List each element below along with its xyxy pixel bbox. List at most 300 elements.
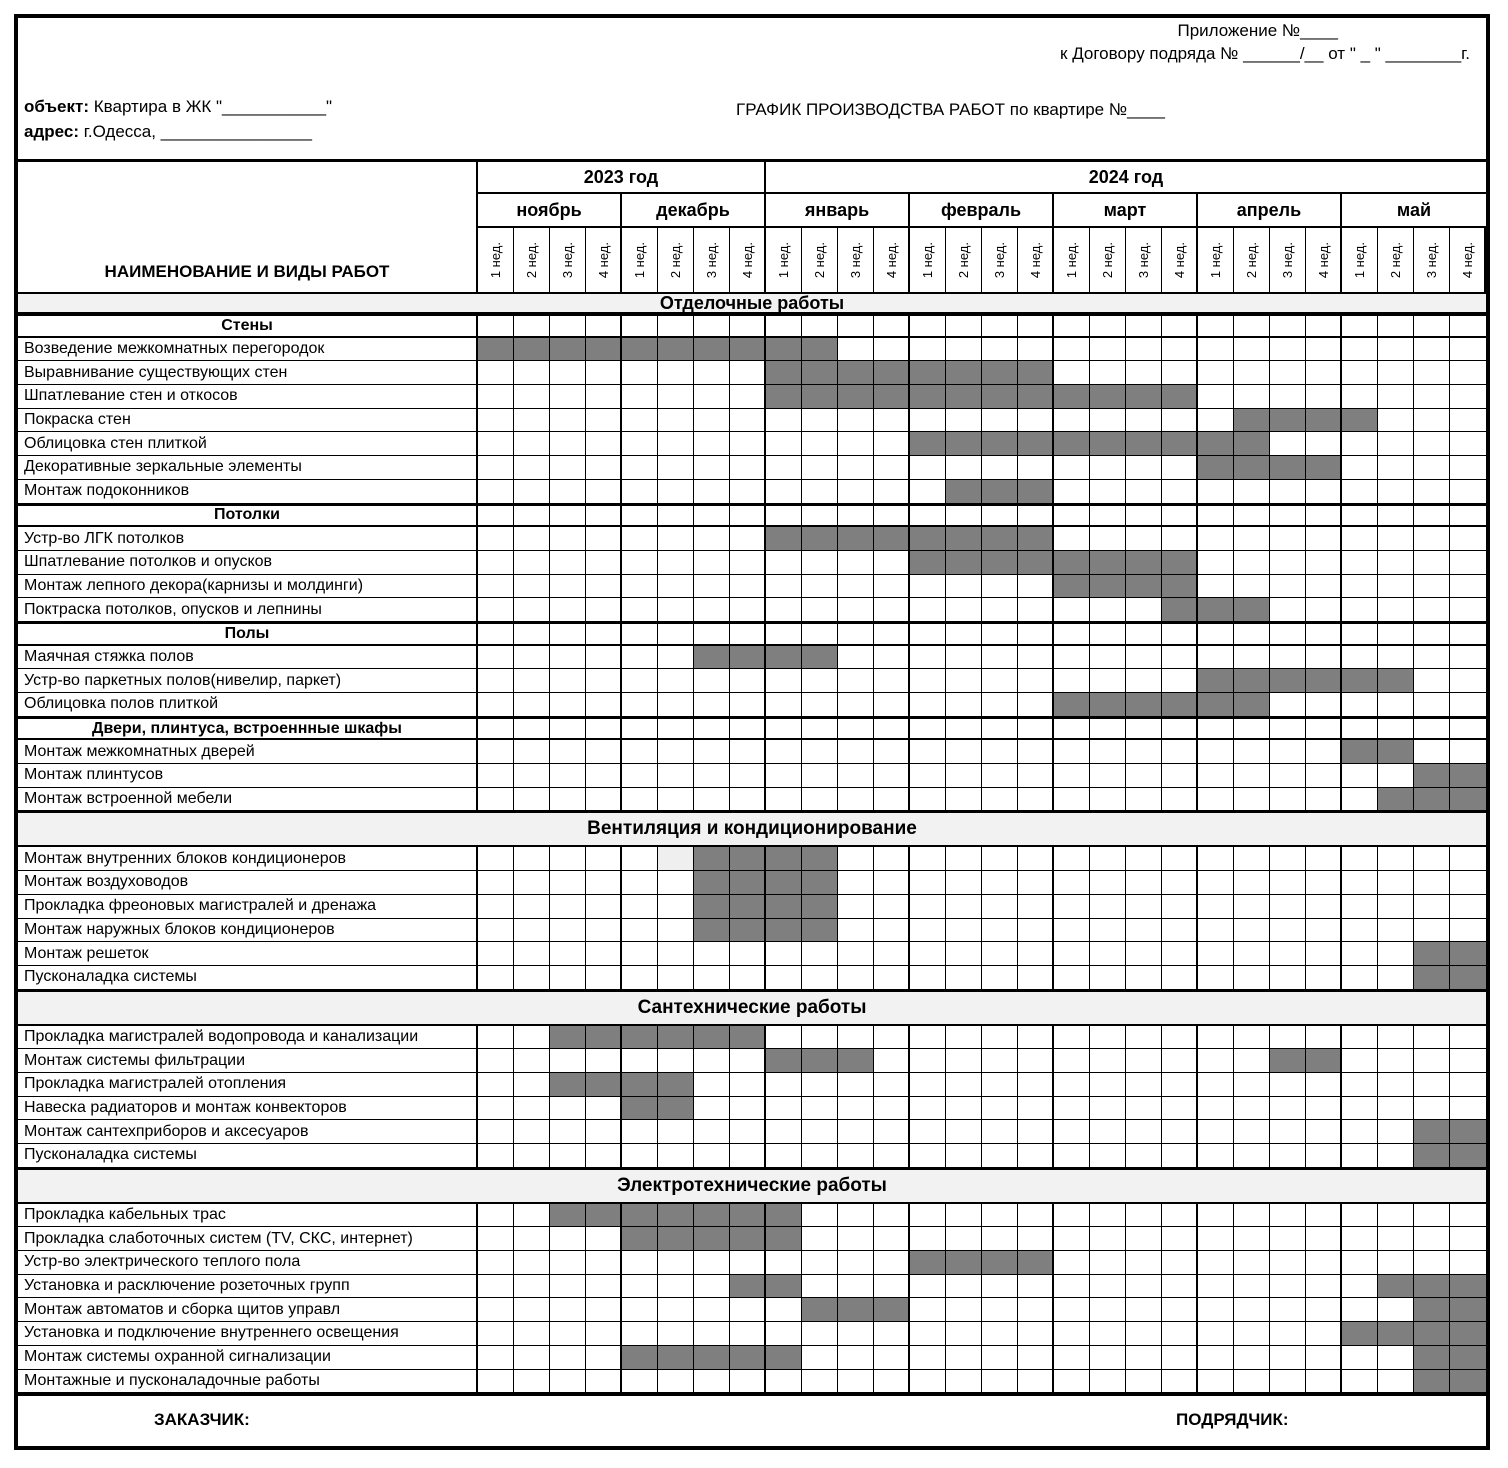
week-cell [802, 385, 838, 408]
week-cell [838, 598, 874, 621]
week-cell [550, 1204, 586, 1227]
week-cell [1090, 409, 1126, 432]
week-cell [1126, 1097, 1162, 1120]
week-cell [1234, 942, 1270, 965]
week-cell [1054, 764, 1090, 787]
week-cell [1234, 456, 1270, 479]
week-cell [874, 847, 910, 870]
week-cell [1234, 1120, 1270, 1143]
week-cell [550, 480, 586, 503]
week-cell [874, 1204, 910, 1227]
week-cell [802, 740, 838, 763]
week-cell [838, 1370, 874, 1393]
week-cell [478, 764, 514, 787]
week-header-cell [946, 228, 982, 292]
week-cell [478, 480, 514, 503]
week-cell [1162, 1097, 1198, 1120]
week-cell [838, 788, 874, 811]
week-cell [1018, 871, 1054, 894]
week-cell [1090, 764, 1126, 787]
week-cell [1234, 432, 1270, 455]
week-cell [1198, 693, 1234, 716]
week-cell [1450, 338, 1486, 361]
week-header-cell [730, 228, 766, 292]
week-cell [910, 432, 946, 455]
week-cell [946, 788, 982, 811]
week-cell [730, 432, 766, 455]
work-row [18, 942, 1486, 966]
week-cell [1270, 919, 1306, 942]
week-cell [1270, 1370, 1306, 1393]
week-cell [1306, 1049, 1342, 1072]
week-cell [1198, 551, 1234, 574]
work-row [18, 551, 1486, 575]
week-cell [910, 871, 946, 894]
week-cell [1414, 432, 1450, 455]
week-cell [982, 1097, 1018, 1120]
week-cell [1450, 1227, 1486, 1250]
week-cell [1198, 1251, 1234, 1274]
week-cell [622, 895, 658, 918]
week-cell [550, 847, 586, 870]
week-cell [550, 575, 586, 598]
week-cell [586, 1049, 622, 1072]
week-cell [982, 385, 1018, 408]
week-cell [586, 385, 622, 408]
week-cell [802, 1204, 838, 1227]
week-cell [1162, 527, 1198, 550]
week-cell [514, 1204, 550, 1227]
week-cell [514, 575, 550, 598]
week-cell [946, 1275, 982, 1298]
week-cell [1378, 1204, 1414, 1227]
week-cell [1234, 719, 1270, 739]
week-cell [982, 1251, 1018, 1274]
week-cell [658, 669, 694, 692]
week-cell [694, 919, 730, 942]
week-cell [586, 788, 622, 811]
week-cell [910, 719, 946, 739]
week-cell [1054, 1120, 1090, 1143]
week-cell [1306, 316, 1342, 336]
week-cell [1162, 1049, 1198, 1072]
week-cell [1090, 480, 1126, 503]
week-cell [658, 847, 694, 870]
week-cell [1414, 361, 1450, 384]
week-cell [1126, 1227, 1162, 1250]
week-cell [1018, 1346, 1054, 1369]
week-cell [730, 788, 766, 811]
week-cell [658, 1097, 694, 1120]
week-cell [838, 919, 874, 942]
week-cell [1342, 338, 1378, 361]
week-cell [946, 719, 982, 739]
work-name: Монтаж автоматов и сборка щитов управл [18, 1298, 478, 1321]
week-cell [694, 1097, 730, 1120]
week-cell [1126, 338, 1162, 361]
week-cell [694, 361, 730, 384]
week-cell [1342, 764, 1378, 787]
week-cell [586, 361, 622, 384]
week-cell [910, 1120, 946, 1143]
week-cell [1306, 480, 1342, 503]
week-cell [550, 1049, 586, 1072]
week-cell [658, 1144, 694, 1167]
week-cell [1450, 385, 1486, 408]
week-header-cell [1162, 228, 1198, 292]
week-cell [1018, 646, 1054, 669]
week-cell [982, 432, 1018, 455]
week-cell [1126, 506, 1162, 526]
week-cell [694, 506, 730, 526]
week-cell [1162, 316, 1198, 336]
week-cell [478, 551, 514, 574]
week-cell [694, 1370, 730, 1393]
week-cell [694, 527, 730, 550]
week-cell [910, 527, 946, 550]
week-cell [622, 385, 658, 408]
week-cell [514, 598, 550, 621]
week-cell [658, 527, 694, 550]
week-cell [622, 847, 658, 870]
week-cell [586, 1346, 622, 1369]
week-cell [766, 1227, 802, 1250]
week-cell [1378, 966, 1414, 989]
week-cell [982, 942, 1018, 965]
week-cell [1414, 1073, 1450, 1096]
week-cell [550, 316, 586, 336]
week-cell [550, 551, 586, 574]
week-cell [478, 919, 514, 942]
week-cell [1090, 1298, 1126, 1321]
week-cell [1162, 1251, 1198, 1274]
week-cell [1018, 966, 1054, 989]
week-cell [478, 1370, 514, 1393]
week-cell [910, 409, 946, 432]
month-cell: январь [766, 194, 910, 226]
week-cell [1054, 669, 1090, 692]
week-cell [1378, 506, 1414, 526]
work-row [18, 966, 1486, 990]
week-cell [1198, 506, 1234, 526]
week-cell [802, 480, 838, 503]
week-cell [658, 506, 694, 526]
work-row [18, 740, 1486, 764]
week-cell [1234, 598, 1270, 621]
week-cell [946, 1120, 982, 1143]
week-cell [694, 1073, 730, 1096]
week-cell [1162, 966, 1198, 989]
week-cell [622, 719, 658, 739]
week-header-cell [1342, 228, 1378, 292]
week-cell [514, 764, 550, 787]
week-cell [1342, 1073, 1378, 1096]
week-cell [1234, 385, 1270, 408]
week-cell [1162, 847, 1198, 870]
week-cell [838, 338, 874, 361]
week-cell [1054, 1251, 1090, 1274]
week-cell [1198, 764, 1234, 787]
week-cell [982, 1227, 1018, 1250]
week-cell [1342, 895, 1378, 918]
week-cell [838, 1346, 874, 1369]
week-cell [1054, 895, 1090, 918]
week-cell [1342, 551, 1378, 574]
week-cell [1234, 1370, 1270, 1393]
week-cell [874, 646, 910, 669]
week-cell [1090, 942, 1126, 965]
week-cell [1270, 646, 1306, 669]
week-cell [1414, 895, 1450, 918]
week-cell [658, 1120, 694, 1143]
week-cell [910, 764, 946, 787]
week-cell [910, 456, 946, 479]
week-cell [1306, 575, 1342, 598]
week-cell [1126, 1073, 1162, 1096]
week-label: 4 нед. [1459, 241, 1475, 279]
week-cell [730, 1026, 766, 1049]
week-cell [1018, 456, 1054, 479]
week-cell [838, 480, 874, 503]
week-cell [1054, 506, 1090, 526]
week-cell [586, 1322, 622, 1345]
week-cell [1090, 527, 1126, 550]
week-cell [1198, 847, 1234, 870]
week-cell [874, 1144, 910, 1167]
week-cell [946, 480, 982, 503]
week-cell [874, 740, 910, 763]
week-cell [838, 1097, 874, 1120]
week-cell [802, 966, 838, 989]
week-label: 1 нед. [776, 241, 791, 279]
week-label: 3 нед. [848, 241, 863, 279]
week-cell [730, 740, 766, 763]
week-cell [1342, 1322, 1378, 1345]
week-cell [514, 527, 550, 550]
week-cell [730, 361, 766, 384]
work-row [18, 1144, 1486, 1168]
week-cell [1018, 1275, 1054, 1298]
week-cell [622, 480, 658, 503]
week-cell [1270, 1204, 1306, 1227]
week-cell [622, 456, 658, 479]
work-name: Монтаж системы фильтрации [18, 1049, 478, 1072]
week-cell [514, 506, 550, 526]
week-cell [550, 1227, 586, 1250]
week-cell [694, 1298, 730, 1321]
week-cell [1378, 575, 1414, 598]
week-cell [550, 506, 586, 526]
week-cell [1342, 316, 1378, 336]
section-band: Отделочные работы [18, 292, 1486, 314]
week-cell [658, 361, 694, 384]
week-label: 2 нед. [1100, 241, 1115, 279]
week-cell [478, 669, 514, 692]
week-label: 3 нед. [992, 241, 1007, 279]
week-cell [946, 646, 982, 669]
week-cell [838, 1275, 874, 1298]
week-cell [1162, 338, 1198, 361]
week-cell [874, 506, 910, 526]
week-cell [1414, 1144, 1450, 1167]
week-label: 4 нед. [1171, 241, 1187, 279]
week-row [478, 228, 1486, 292]
week-cell [1342, 1120, 1378, 1143]
week-cell [838, 847, 874, 870]
week-cell [1162, 551, 1198, 574]
week-cell [1198, 1298, 1234, 1321]
week-cell [838, 409, 874, 432]
week-cell [766, 575, 802, 598]
week-cell [1270, 1227, 1306, 1250]
week-cell [1306, 1204, 1342, 1227]
week-cell [1018, 919, 1054, 942]
week-cell [1234, 847, 1270, 870]
week-cell [586, 646, 622, 669]
week-cell [1054, 1298, 1090, 1321]
week-cell [1450, 1026, 1486, 1049]
week-cell [874, 942, 910, 965]
week-cell [1306, 1120, 1342, 1143]
week-cell [1450, 1370, 1486, 1393]
week-cell [622, 1275, 658, 1298]
work-row [18, 1073, 1486, 1097]
week-cell [1018, 1120, 1054, 1143]
week-cell [874, 598, 910, 621]
work-name: Маячная стяжка полов [18, 646, 478, 669]
week-label: 1 нед. [488, 241, 503, 279]
week-cell [514, 385, 550, 408]
work-row [18, 338, 1486, 362]
week-cell [1198, 316, 1234, 336]
week-cell [838, 456, 874, 479]
week-cell [586, 895, 622, 918]
week-cell [658, 575, 694, 598]
week-cell [874, 480, 910, 503]
week-cell [910, 338, 946, 361]
week-cell [730, 409, 766, 432]
week-cell [694, 719, 730, 739]
week-cell [1342, 942, 1378, 965]
week-cell [766, 669, 802, 692]
week-cell [694, 338, 730, 361]
week-cell [838, 895, 874, 918]
week-cell [478, 456, 514, 479]
work-name: Монтаж сантехприборов и аксесуаров [18, 1120, 478, 1143]
week-cell [550, 624, 586, 644]
week-cell [478, 871, 514, 894]
week-cell [1090, 966, 1126, 989]
week-cell [946, 1298, 982, 1321]
week-cell [1198, 1227, 1234, 1250]
week-cell [1090, 847, 1126, 870]
week-cell [550, 598, 586, 621]
week-cell [802, 598, 838, 621]
week-cell [1342, 1275, 1378, 1298]
week-cell [622, 409, 658, 432]
week-cell [478, 361, 514, 384]
week-cell [1198, 1275, 1234, 1298]
week-cell [1306, 456, 1342, 479]
week-cell [910, 966, 946, 989]
week-cell [1090, 361, 1126, 384]
week-cell [1378, 1026, 1414, 1049]
work-name: Монтаж подоконников [18, 480, 478, 503]
week-cell [1270, 1322, 1306, 1345]
week-cell [910, 361, 946, 384]
week-cell [1090, 551, 1126, 574]
week-cell [658, 316, 694, 336]
week-cell [838, 1298, 874, 1321]
week-cell [946, 1370, 982, 1393]
week-cell [1306, 1275, 1342, 1298]
week-cell [514, 1322, 550, 1345]
section-band: Электротехнические работы [18, 1168, 1486, 1204]
week-cell [586, 456, 622, 479]
week-cell [622, 551, 658, 574]
week-cell [874, 719, 910, 739]
week-cell [550, 527, 586, 550]
week-cell [550, 1346, 586, 1369]
week-cell [1270, 1251, 1306, 1274]
week-label: 2 нед. [812, 241, 827, 279]
week-cell [1054, 1049, 1090, 1072]
week-cell [982, 506, 1018, 526]
week-cell [622, 1346, 658, 1369]
week-cell [910, 624, 946, 644]
work-row [18, 788, 1486, 812]
week-cell [802, 1026, 838, 1049]
week-cell [586, 1251, 622, 1274]
week-cell [694, 598, 730, 621]
week-cell [730, 646, 766, 669]
week-label: 4 нед. [739, 241, 755, 279]
week-cell [1234, 788, 1270, 811]
week-cell [802, 895, 838, 918]
work-name: Прокладка фреоновых магистралей и дренажа [18, 895, 478, 918]
week-cell [1414, 338, 1450, 361]
week-cell [982, 871, 1018, 894]
week-cell [658, 1251, 694, 1274]
week-cell [766, 1298, 802, 1321]
week-cell [1450, 871, 1486, 894]
week-cell [1450, 895, 1486, 918]
work-row [18, 409, 1486, 433]
week-cell [946, 338, 982, 361]
week-cell [694, 646, 730, 669]
work-row [18, 385, 1486, 409]
week-cell [982, 966, 1018, 989]
week-cell [478, 1026, 514, 1049]
week-header-cell [1234, 228, 1270, 292]
week-cell [1378, 942, 1414, 965]
week-cell [586, 624, 622, 644]
week-cell [1306, 506, 1342, 526]
week-cell [766, 764, 802, 787]
week-cell [766, 895, 802, 918]
week-cell [946, 385, 982, 408]
week-cell [1018, 719, 1054, 739]
week-cell [1054, 871, 1090, 894]
week-cell [1234, 1251, 1270, 1274]
week-cell [1054, 1097, 1090, 1120]
week-cell [478, 1073, 514, 1096]
week-cell [874, 409, 910, 432]
work-name: Прокладка кабельных трас [18, 1204, 478, 1227]
week-cell [1198, 575, 1234, 598]
work-name: Монтаж плинтусов [18, 764, 478, 787]
week-label: 3 нед. [1136, 241, 1151, 279]
